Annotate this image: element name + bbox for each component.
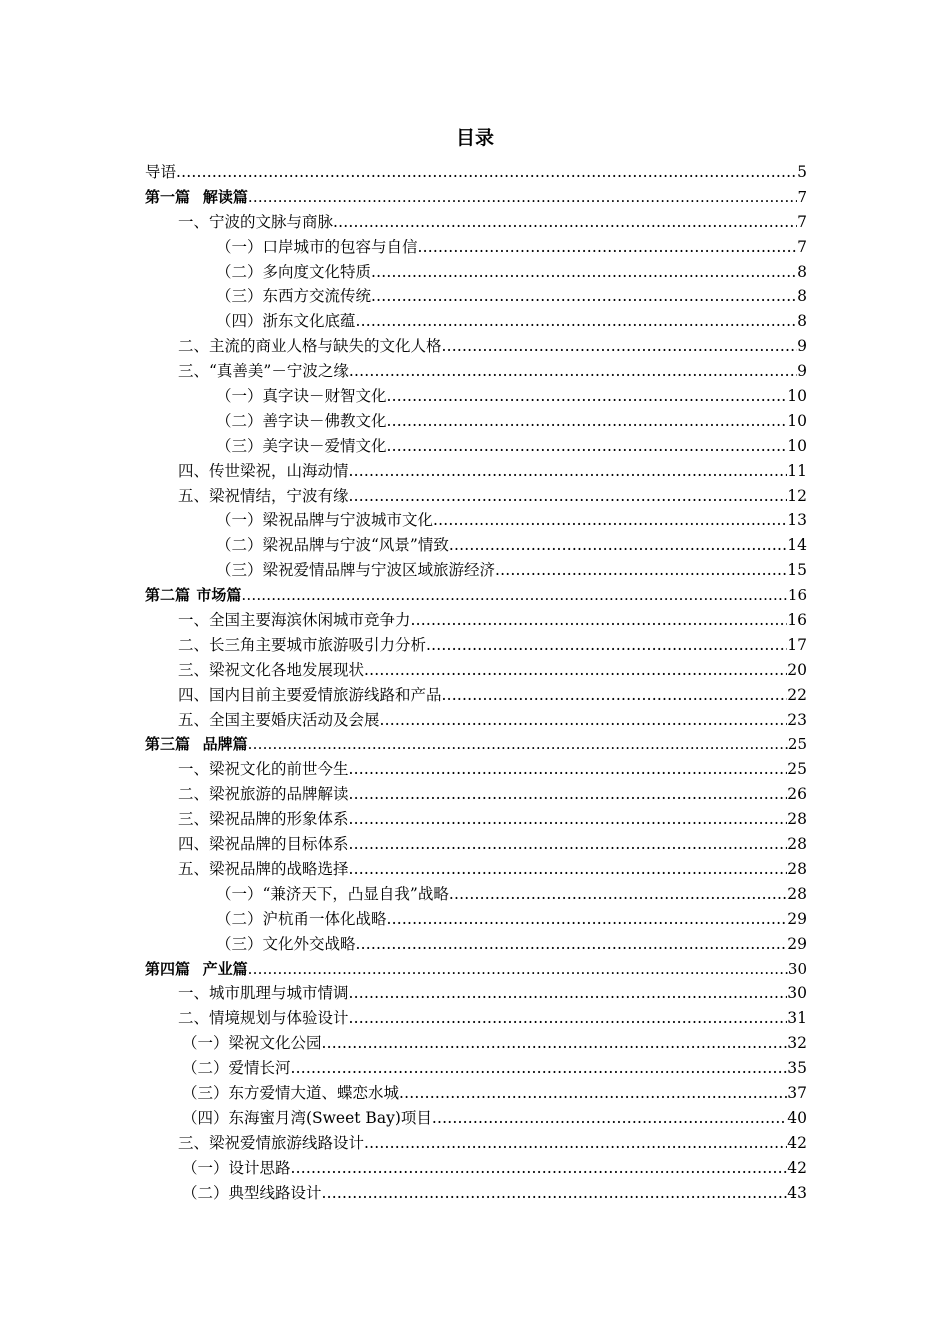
toc-page-number: 9 — [797, 337, 807, 356]
toc-dot-leader — [322, 1031, 788, 1056]
toc-entry[interactable] — [145, 1031, 807, 1056]
toc-dot-leader — [248, 957, 788, 982]
toc-entry[interactable] — [145, 782, 807, 807]
toc-dot-leader — [387, 409, 788, 434]
toc-page-number: 30 — [787, 959, 807, 978]
toc-page-number: 10 — [787, 411, 807, 430]
toc-page-number: 16 — [787, 586, 807, 605]
toc-page-number: 28 — [787, 835, 807, 854]
toc-dot-leader — [442, 334, 798, 359]
toc-entry[interactable] — [145, 658, 807, 683]
toc-entry[interactable] — [145, 409, 807, 434]
toc-entry-label: 导语 — [145, 163, 177, 181]
toc-dot-leader — [349, 981, 788, 1006]
toc-entry-label: 五、梁祝情结，宁波有缘 — [178, 486, 349, 505]
toc-entry-label: 三、梁祝爱情旅游线路设计 — [178, 1133, 365, 1152]
toc-dot-leader — [371, 260, 797, 285]
toc-page-number: 31 — [787, 1009, 807, 1028]
toc-dot-leader — [399, 1081, 787, 1106]
toc-entry-label: 二、情境规划与体验设计 — [178, 1009, 349, 1028]
toc-entry-label: （一）梁祝文化公园 — [182, 1034, 322, 1053]
toc-entry-label: 第一篇 — [145, 187, 191, 206]
toc-page-number: 11 — [787, 461, 807, 480]
toc-page-number: 10 — [787, 387, 807, 406]
toc-dot-leader — [176, 160, 797, 185]
toc-dot-leader — [248, 185, 798, 210]
toc-dot-leader — [349, 832, 788, 857]
toc-page-number: 29 — [787, 934, 807, 953]
toc-entry-label: （二）沪杭甬一体化战略 — [216, 909, 387, 928]
toc-dot-leader — [291, 1056, 788, 1081]
toc-page-number: 8 — [797, 287, 807, 306]
toc-page-number: 12 — [787, 486, 807, 505]
toc-entry[interactable] — [145, 235, 807, 260]
toc-page-number: 30 — [787, 984, 807, 1003]
toc-dot-leader — [241, 583, 787, 608]
toc-dot-leader — [449, 882, 787, 907]
toc-entry[interactable] — [145, 882, 807, 907]
toc-entry[interactable] — [145, 334, 807, 359]
toc-entry[interactable] — [145, 1056, 807, 1081]
toc-entry[interactable] — [145, 1081, 807, 1106]
toc-entry[interactable] — [145, 210, 807, 235]
toc-page-number: 35 — [787, 1059, 807, 1078]
toc-entry[interactable] — [145, 359, 807, 384]
toc-page-number: 7 — [797, 212, 807, 231]
toc-entry-label: （二）梁祝品牌与宁波“风景”情致 — [216, 536, 449, 555]
toc-entry[interactable] — [145, 558, 807, 583]
toc-page-number: 22 — [787, 685, 807, 704]
toc-entry-label: （二）典型线路设计 — [182, 1183, 322, 1202]
toc-entry[interactable] — [145, 434, 807, 459]
toc-page-number: 7 — [797, 237, 807, 256]
toc-entry-label: （二）爱情长河 — [182, 1059, 291, 1078]
toc-entry-sublabel: 品牌篇 — [202, 735, 248, 754]
toc-dot-leader — [291, 1156, 788, 1181]
toc-page-number: 9 — [797, 362, 807, 381]
toc-page-number: 8 — [797, 312, 807, 331]
toc-entry[interactable] — [145, 284, 807, 309]
toc-page-number: 16 — [787, 611, 807, 630]
toc-entry[interactable] — [145, 981, 807, 1006]
toc-page-number: 13 — [787, 511, 807, 530]
toc-entry-label: （二）多向度文化特质 — [216, 262, 372, 281]
toc-dot-leader — [433, 508, 787, 533]
toc-page-number: 23 — [787, 710, 807, 729]
toc-dot-leader — [432, 1106, 787, 1131]
toc-dot-leader — [333, 210, 797, 235]
toc-entry-label: 四、梁祝品牌的目标体系 — [178, 835, 349, 854]
toc-entry[interactable] — [145, 1181, 807, 1206]
toc-entry[interactable] — [145, 807, 807, 832]
toc-page-number: 10 — [787, 436, 807, 455]
toc-entry[interactable] — [145, 1156, 807, 1181]
toc-page-number: 14 — [787, 536, 807, 555]
toc-entry-sublabel: 产业篇 — [202, 959, 248, 978]
toc-page-number: 42 — [787, 1158, 807, 1177]
table-of-contents — [145, 160, 807, 1205]
toc-page-number: 7 — [797, 187, 807, 206]
toc-entry[interactable] — [145, 757, 807, 782]
toc-entry-label: （二）善字诀－佛教文化 — [216, 411, 387, 430]
toc-page-number: 28 — [787, 859, 807, 878]
toc-page-number: 8 — [797, 262, 807, 281]
toc-page-number: 26 — [787, 785, 807, 804]
toc-page-number: 29 — [787, 909, 807, 928]
toc-dot-leader — [356, 309, 798, 334]
toc-dot-leader — [349, 757, 788, 782]
toc-entry-sublabel: 解读篇 — [202, 187, 248, 206]
toc-entry-label: 三、梁祝文化各地发展现状 — [178, 660, 365, 679]
toc-entry[interactable] — [145, 932, 807, 957]
toc-page-number: 25 — [787, 760, 807, 779]
toc-entry-label: （四）东海蜜月湾(Sweet Bay)项目 — [182, 1108, 432, 1127]
toc-dot-leader — [349, 1006, 788, 1031]
toc-entry[interactable] — [145, 260, 807, 285]
toc-entry-label: 四、传世梁祝，山海动情 — [178, 461, 349, 480]
toc-part-entry[interactable] — [145, 957, 807, 982]
toc-entry-label: （四）浙东文化底蕴 — [216, 312, 356, 331]
toc-entry[interactable] — [145, 309, 807, 334]
toc-dot-leader — [364, 1131, 787, 1156]
toc-entry-label: 二、主流的商业人格与缺失的文化人格 — [178, 337, 442, 356]
toc-dot-leader — [349, 857, 788, 882]
toc-entry[interactable] — [145, 708, 807, 733]
toc-dot-leader — [387, 907, 788, 932]
toc-entry[interactable] — [145, 1131, 807, 1156]
toc-entry[interactable] — [145, 633, 807, 658]
toc-part-entry[interactable] — [145, 185, 807, 210]
toc-page-number: 32 — [787, 1034, 807, 1053]
toc-title: 目录 — [455, 127, 494, 149]
toc-part-entry[interactable] — [145, 732, 807, 757]
toc-entry-label: （一）梁祝品牌与宁波城市文化 — [216, 511, 434, 530]
toc-entry-label: 第三篇 — [145, 735, 191, 754]
toc-entry[interactable] — [145, 1006, 807, 1031]
toc-entry[interactable] — [145, 508, 807, 533]
toc-page-number: 17 — [787, 635, 807, 654]
toc-part-entry[interactable] — [145, 583, 807, 608]
toc-dot-leader — [387, 434, 788, 459]
toc-dot-leader — [371, 284, 797, 309]
toc-entry[interactable] — [145, 907, 807, 932]
toc-dot-leader — [322, 1181, 788, 1206]
toc-dot-leader — [418, 235, 798, 260]
toc-page-number: 5 — [797, 163, 807, 181]
toc-entry-label: 二、长三角主要城市旅游吸引力分析 — [178, 635, 427, 654]
toc-entry-label: 三、梁祝品牌的形象体系 — [178, 810, 349, 829]
toc-entry-label: 一、城市肌理与城市情调 — [178, 984, 349, 1003]
toc-entry-label: （一）真字诀－财智文化 — [216, 387, 387, 406]
toc-entry-label: （一）设计思路 — [182, 1158, 291, 1177]
toc-entry-label: （一）“兼济天下，凸显自我”战略 — [216, 884, 449, 903]
toc-entry[interactable] — [145, 533, 807, 558]
toc-dot-leader — [442, 683, 788, 708]
toc-page-number: 40 — [787, 1108, 807, 1127]
toc-page-number: 20 — [787, 660, 807, 679]
toc-dot-leader — [364, 658, 787, 683]
toc-page-number: 37 — [787, 1083, 807, 1102]
toc-entry-label: 一、宁波的文脉与商脉 — [178, 212, 334, 231]
toc-entry-label: 一、梁祝文化的前世今生 — [178, 760, 349, 779]
toc-dot-leader — [349, 484, 788, 509]
toc-entry[interactable] — [145, 832, 807, 857]
toc-entry-label: 五、全国主要婚庆活动及会展 — [178, 710, 380, 729]
toc-entry-label: （三）美字诀－爱情文化 — [216, 436, 387, 455]
toc-dot-leader — [356, 932, 788, 957]
toc-entry-label: （三）东方爱情大道、蝶恋水城 — [182, 1083, 400, 1102]
toc-page-number: 25 — [787, 735, 807, 754]
toc-dot-leader — [495, 558, 787, 583]
toc-entry[interactable] — [145, 608, 807, 633]
toc-entry-label: （三）文化外交战略 — [216, 934, 356, 953]
toc-page-number: 28 — [787, 810, 807, 829]
toc-dot-leader — [449, 533, 787, 558]
toc-dot-leader — [349, 807, 788, 832]
toc-dot-leader — [248, 732, 788, 757]
toc-entry-sublabel: 市场篇 — [196, 586, 242, 605]
toc-entry-label: 五、梁祝品牌的战略选择 — [178, 859, 349, 878]
toc-page-number: 28 — [787, 884, 807, 903]
toc-page-number: 15 — [787, 561, 807, 580]
toc-dot-leader — [380, 708, 788, 733]
toc-entry-label: 二、梁祝旅游的品牌解读 — [178, 785, 349, 804]
toc-entry-label: （一）口岸城市的包容与自信 — [216, 237, 418, 256]
toc-entry-label: （三）梁祝爱情品牌与宁波区域旅游经济 — [216, 561, 496, 580]
toc-dot-leader — [349, 359, 797, 384]
toc-entry-label: 第四篇 — [145, 959, 191, 978]
toc-entry[interactable] — [145, 683, 807, 708]
toc-entry[interactable] — [145, 384, 807, 409]
toc-entry-label: 三、“真善美”－宁波之缘 — [178, 362, 349, 381]
toc-entry[interactable] — [145, 459, 807, 484]
toc-dot-leader — [387, 384, 788, 409]
toc-entry[interactable] — [145, 857, 807, 882]
toc-dot-leader — [349, 459, 788, 484]
toc-entry[interactable] — [145, 160, 807, 185]
toc-page-number: 42 — [787, 1133, 807, 1152]
toc-entry-label: （三）东西方交流传统 — [216, 287, 372, 306]
toc-dot-leader — [426, 633, 787, 658]
toc-entry[interactable] — [145, 1106, 807, 1131]
toc-page-number: 43 — [787, 1183, 807, 1202]
toc-dot-leader — [411, 608, 788, 633]
toc-dot-leader — [349, 782, 788, 807]
toc-entry[interactable] — [145, 484, 807, 509]
toc-entry-label: 四、国内目前主要爱情旅游线路和产品 — [178, 685, 442, 704]
toc-entry-label: 一、全国主要海滨休闲城市竞争力 — [178, 611, 411, 630]
toc-entry-label: 第二篇 — [145, 586, 191, 605]
